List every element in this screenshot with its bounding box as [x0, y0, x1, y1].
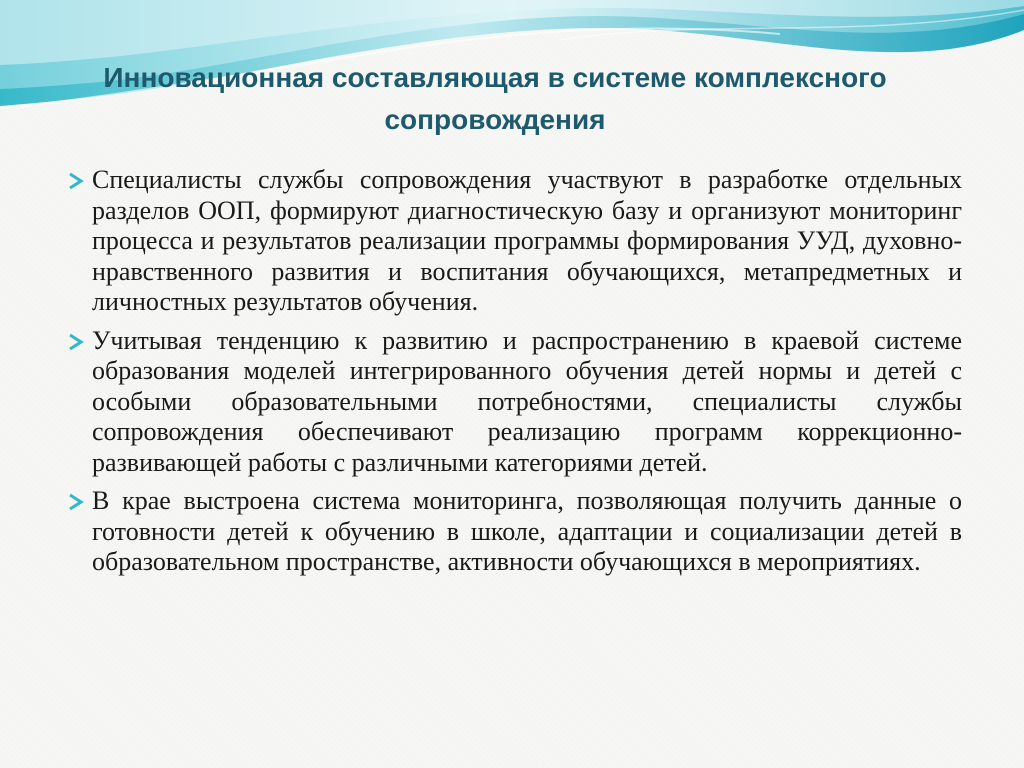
bullet-text: В крае выстроена система мониторинга, позволяющая получить данные о готовности детей к обучению в школе, адаптации и социализации детей в образовательном пространстве, активности обучающихся в мероприятиях. [92, 486, 962, 576]
bullet-list [92, 165, 962, 586]
list-item [92, 326, 962, 479]
chevron-right-icon [68, 172, 84, 190]
chevron-right-icon [68, 333, 84, 351]
chevron-right-icon [68, 493, 84, 511]
list-item [92, 165, 962, 318]
list-item [92, 486, 962, 578]
slide-title: Инновационная составляющая в системе комплексного сопровождения [103, 62, 887, 135]
bullet-text: Специалисты службы сопровождения участвуют в разработке отдельных разделов ООП, формируют диагностическую базу и организуют мониторинг процесса и результатов реализации программы формирования УУД, духовно-нравственного развития и воспитания обучающихся, метапредметных и личностных результатов обучения. [92, 165, 962, 316]
bullet-text: Учитывая тенденцию к развитию и распространению в краевой системе образования моделей интегрированного обучения детей нормы и детей с особыми образовательными потребностями, специалисты службы сопровождения обеспечивают реализацию программ коррекционно-развивающей работы с различными категориями детей. [92, 325, 962, 477]
